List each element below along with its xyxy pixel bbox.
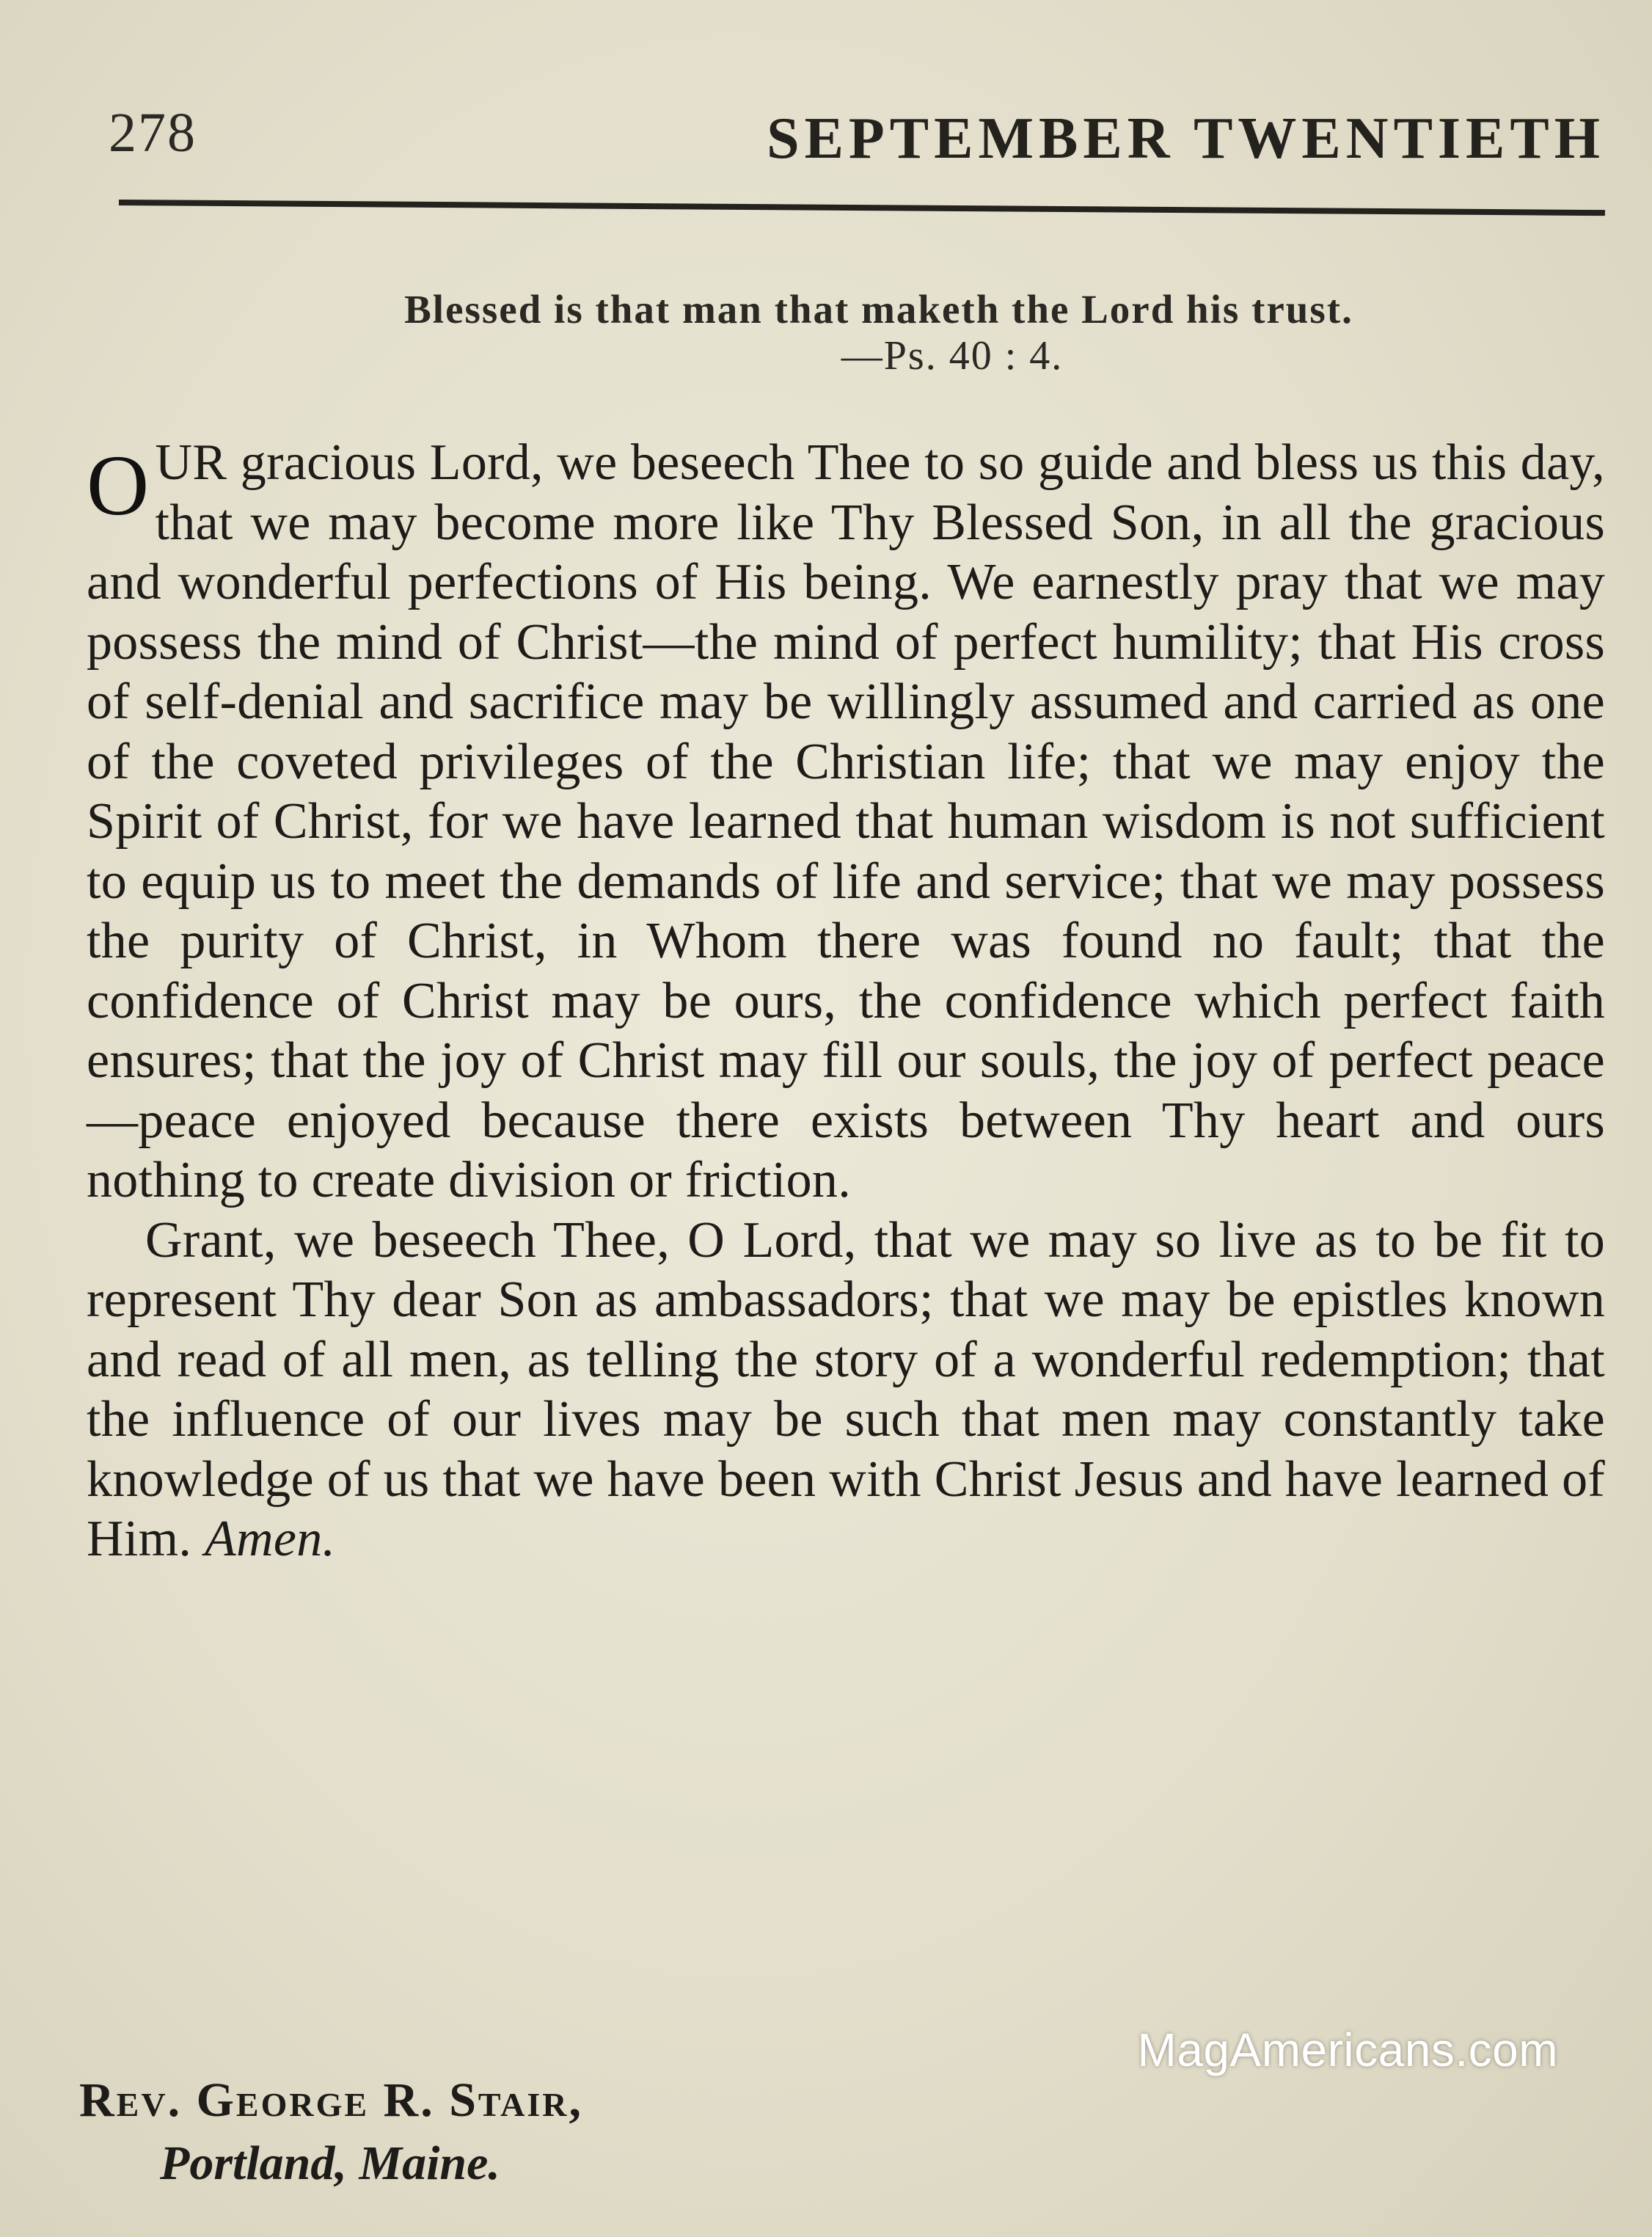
amen-closing: Amen. <box>204 1511 336 1567</box>
page-number: 278 <box>109 102 197 164</box>
prayer-paragraph-2 <box>87 1211 1605 1569</box>
signature-block <box>79 2073 583 2192</box>
header-rule <box>119 200 1605 216</box>
page-header <box>87 95 1605 191</box>
watermark-text: MagAmericans.com <box>1137 2023 1558 2076</box>
book-page <box>79 95 1605 2208</box>
epigraph <box>87 286 1605 379</box>
epigraph-text: Blessed is that man that maketh the Lord his trust. <box>404 287 1353 332</box>
prayer-paragraph-1: OUR gracious Lord, we beseech Thee to so guide and bless us this day, that we may become more like Thy Blessed Son, in all the gracious and wonderful perfections of His being. We earnestly pray that we may possess the mind of Christ—the mind of perfect humility; that His cross of self-denial and sacrifice may be willingly assumed and carried as one of the coveted privileges of the Christian life; that we may enjoy the Spirit of Christ, for we have learned that human wisdom is not sufficient to equip us to meet the demands of life and service; that we may possess the purity of Christ, in Whom there was found no fault; that the confidence of Christ may be ours, the confidence which perfect faith ensures; that the joy of Christ may fill our souls, the joy of perfect peace—peace enjoyed because there exists between Thy heart and ours nothing to create division or friction. <box>87 434 1605 1208</box>
prayer-paragraph-2-text: Grant, we beseech Thee, O Lord, that we may so live as to be fit to represent Thy dear Son as ambassadors; that we may be epistles known and read of all men, as telling the story of a wonderful redemption; that the influence of our lives may be such that men may constantly take knowledge of us that we have been with Christ Jesus and have learned of Him. <box>87 1211 1605 1567</box>
epigraph-reference: —Ps. 40 : 4. <box>841 333 1064 379</box>
running-title: SEPTEMBER TWENTIETH <box>767 106 1605 171</box>
prayer-body <box>87 433 1605 1569</box>
author-location: Portland, Maine. <box>160 2136 500 2190</box>
author-name: Rev. George R. Stair, <box>79 2073 584 2127</box>
